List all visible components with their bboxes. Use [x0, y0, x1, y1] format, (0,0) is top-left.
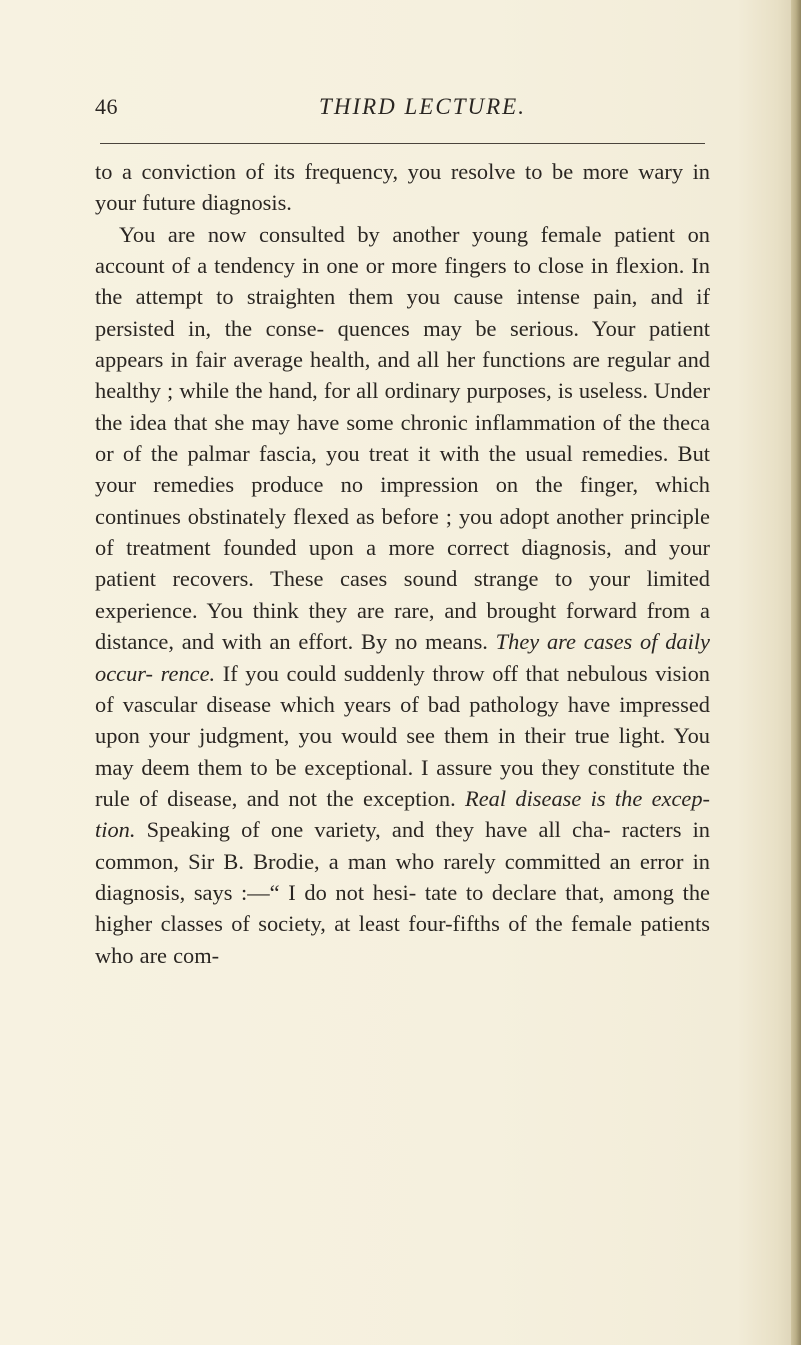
- page-edge-shadow: [791, 0, 801, 1345]
- paragraph-1: to a conviction of its frequency, you resolve to be more wary in your future diagnosis.: [95, 159, 710, 216]
- header-rule: [100, 143, 705, 144]
- paragraph-2-text-b: If you could suddenly throw off that nebulous vision of vascular disease which years of bad pathology have impressed upon your judgment, you would see them in their true light. You may deem them to be exceptional. I assure you they constitute the rule of disease, and not the exception.: [95, 660, 710, 811]
- paragraph-2-text-a: You are now consulted by another young female patient on account of a tendency in one or more fingers to close in flexion. In the attempt to straighten them you cause intense pain, and if persisted in, the conse- quences may be serious. Your patient appears in fair average health, and all her functions are regular and healthy ; while the hand, for all ordinary purposes, is useless. Under the idea that she may have some chronic inflammation of the theca or of the palmar fascia, you treat it with the usual remedies. But your remedies produce no impression on the finger, which continues obstinately flexed as before ; you adopt another principle of treatment founded upon a more correct diagnosis, and your patient recovers. These cases sound strange to your limited experience. You think they are rare, and brought forward from a distance, and with an effort. By no means.: [95, 221, 710, 655]
- page-number: 46: [95, 94, 118, 119]
- italic-phrase-daily-occurrence: They are cases of daily occur- rence.: [95, 629, 710, 686]
- running-head: THIRD LECTURE.: [319, 94, 526, 119]
- paragraph-2-text-c: Speaking of one variety, and they have all cha- racters in common, Sir B. Brodie, a man who rarely committed an error in diagnosis, says :—“ I do not hesi- tate to declare that, among the higher classes of society, at least four-fifths of the female patients who are com-: [95, 817, 710, 968]
- page-header: [95, 92, 710, 132]
- paragraph-2: [95, 219, 710, 971]
- body-text: [95, 156, 710, 971]
- italic-phrase-real-disease: Real disease is the excep- tion.: [95, 785, 710, 843]
